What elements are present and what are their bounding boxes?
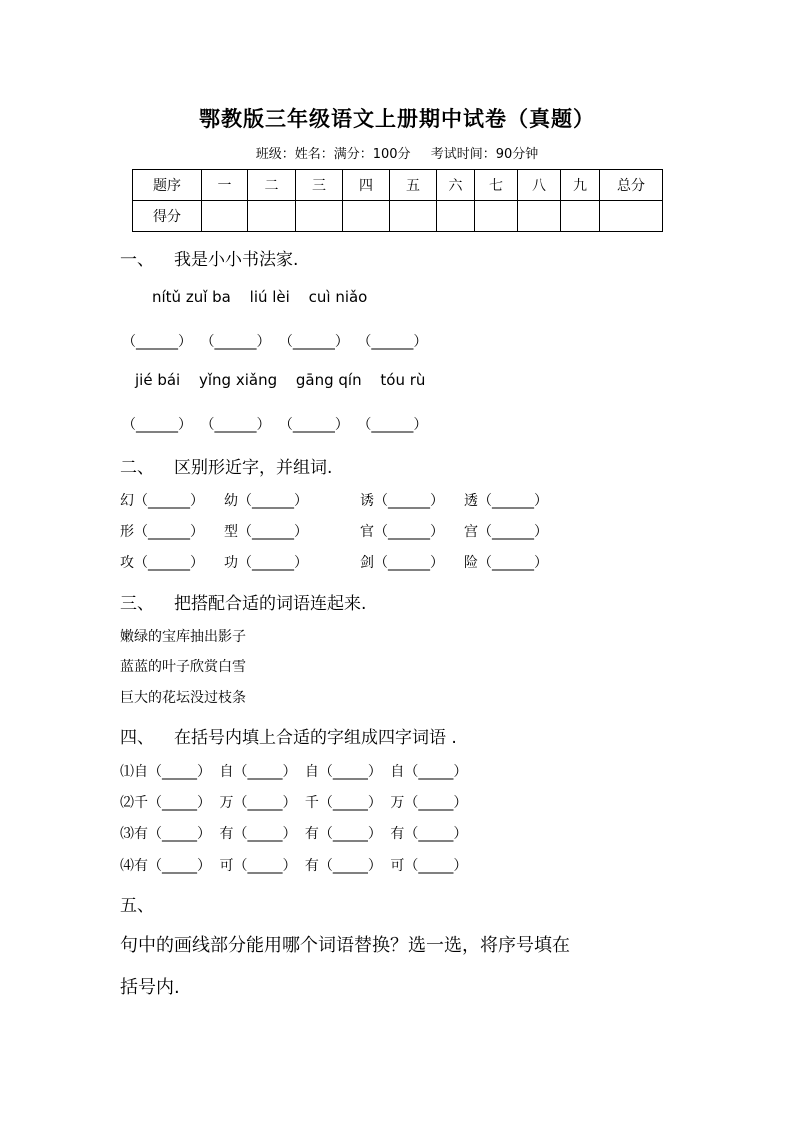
score-header-cell: 一 (202, 170, 248, 201)
idiom-blank[interactable]: 可（_____） (219, 858, 297, 874)
idiom-blank[interactable]: 自（_____） (390, 764, 468, 780)
answer-blank[interactable]: （______） (200, 417, 271, 433)
char-pair[interactable]: 攻（______） (120, 555, 204, 571)
score-header-cell: 总分 (600, 170, 663, 201)
pinyin-row-1 (152, 288, 381, 306)
pinyin-word: tóu rù (380, 371, 426, 389)
char-pair[interactable]: 透（______） (464, 493, 548, 509)
idiom-blank[interactable]: 万（_____） (219, 795, 297, 811)
answer-blank[interactable]: （______） (278, 417, 349, 433)
char-pair[interactable]: 幻（______） (120, 493, 204, 509)
char-pair[interactable]: 型（______） (224, 524, 308, 540)
score-header-cell: 三 (296, 170, 343, 201)
section-5-heading (120, 891, 174, 916)
info-time: 考试时间：90分钟 (430, 147, 539, 162)
pinyin-word: jié bái (135, 371, 181, 389)
score-cell[interactable] (437, 201, 475, 232)
idiom-blank[interactable]: ⑴自（_____） (120, 764, 211, 780)
pinyin-row-2 (135, 371, 439, 389)
pinyin-word: yǐng xiǎng (199, 371, 278, 389)
idiom-blank[interactable]: 自（_____） (304, 764, 382, 780)
score-table-header-row (133, 170, 663, 201)
idiom-row-3 (120, 823, 471, 843)
char-pair[interactable]: 剑（______） (360, 555, 444, 571)
char-pair[interactable]: 幼（______） (224, 493, 308, 509)
score-cell[interactable] (390, 201, 437, 232)
score-table-score-row (133, 201, 663, 232)
pinyin-word: gāng qín (295, 371, 362, 389)
info-class-name-score: 班级：姓名：满分：100分 (255, 147, 411, 162)
section-title: 把搭配合适的词语连起来. (174, 594, 367, 614)
matching-line: 巨大的花坛没过枝条 (120, 690, 246, 706)
char-pair[interactable]: 功（______） (224, 555, 308, 571)
matching-line: 蓝蓝的叶子欣赏白雪 (120, 659, 246, 675)
score-cell[interactable] (296, 201, 343, 232)
section-number: 三、 (120, 594, 154, 614)
char-pair[interactable]: 官（______） (360, 524, 444, 540)
score-header-cell: 九 (561, 170, 600, 201)
score-header-cell: 八 (518, 170, 561, 201)
matching-line: 嫩绿的宝库抽出影子 (120, 629, 246, 645)
score-header-cell: 七 (475, 170, 518, 201)
section-number: 一、 (120, 250, 154, 270)
idiom-row-1 (120, 761, 471, 781)
blank-row-1 (122, 331, 431, 351)
score-cell[interactable] (518, 201, 561, 232)
page-title: 鄂教版三年级语文上册期中试卷（真题） (199, 106, 595, 131)
section-3-heading (120, 589, 366, 614)
idiom-blank[interactable]: 千（_____） (304, 795, 382, 811)
score-cell[interactable] (561, 201, 600, 232)
idiom-blank[interactable]: 自（_____） (219, 764, 297, 780)
score-cell[interactable] (475, 201, 518, 232)
char-pair[interactable]: 宫（______） (464, 524, 548, 540)
score-header-cell: 五 (390, 170, 437, 201)
pinyin-word: nítǔ zuǐ ba (152, 288, 231, 306)
section-number: 五、 (120, 896, 154, 916)
idiom-blank[interactable]: 有（_____） (219, 826, 297, 842)
section-title: 在括号内填上合适的字组成四字词语 . (174, 728, 457, 748)
section-2-heading (120, 453, 332, 478)
score-header-cell: 二 (248, 170, 296, 201)
idiom-blank[interactable]: ⑵千（_____） (120, 795, 211, 811)
idiom-blank[interactable]: ⑷有（_____） (120, 858, 211, 874)
section-4-heading (120, 723, 457, 748)
idiom-row-2 (120, 792, 471, 812)
score-header-cell: 四 (343, 170, 390, 201)
answer-blank[interactable]: （______） (200, 334, 271, 350)
section-5-instruction: 句中的画线部分能用哪个词语替换？选一选，将序号填在 (120, 935, 570, 956)
blank-row-2 (122, 414, 431, 434)
score-header-cell: 六 (437, 170, 475, 201)
score-cell[interactable] (343, 201, 390, 232)
section-5-instruction-cont: 括号内. (120, 977, 180, 998)
answer-blank[interactable]: （______） (122, 334, 192, 350)
section-number: 二、 (120, 458, 154, 478)
score-cell[interactable] (600, 201, 663, 232)
idiom-blank[interactable]: 有（_____） (390, 826, 468, 842)
answer-blank[interactable]: （______） (357, 334, 428, 350)
idiom-row-4 (120, 855, 471, 875)
section-title: 我是小小书法家. (174, 250, 299, 270)
section-1-heading (120, 245, 298, 270)
idiom-blank[interactable]: 有（_____） (304, 858, 382, 874)
idiom-blank[interactable]: ⑶有（_____） (120, 826, 211, 842)
exam-info (0, 143, 794, 162)
answer-blank[interactable]: （______） (278, 334, 349, 350)
score-cell[interactable] (202, 201, 248, 232)
idiom-blank[interactable]: 有（_____） (304, 826, 382, 842)
pinyin-word: cuì niǎo (308, 288, 368, 306)
score-header-cell: 题序 (133, 170, 202, 201)
char-pair[interactable]: 诱（______） (360, 493, 444, 509)
section-title: 区别形近字，并组词. (174, 458, 333, 478)
idiom-blank[interactable]: 可（_____） (390, 858, 468, 874)
idiom-blank[interactable]: 万（_____） (390, 795, 468, 811)
score-row-label: 得分 (133, 201, 202, 232)
score-table (132, 169, 663, 232)
char-pair[interactable]: 形（______） (120, 524, 204, 540)
char-pair[interactable]: 险（______） (464, 555, 548, 571)
answer-blank[interactable]: （______） (357, 417, 428, 433)
score-cell[interactable] (248, 201, 296, 232)
section-number: 四、 (120, 728, 154, 748)
answer-blank[interactable]: （______） (122, 417, 192, 433)
pinyin-word: liú lèi (249, 288, 290, 306)
